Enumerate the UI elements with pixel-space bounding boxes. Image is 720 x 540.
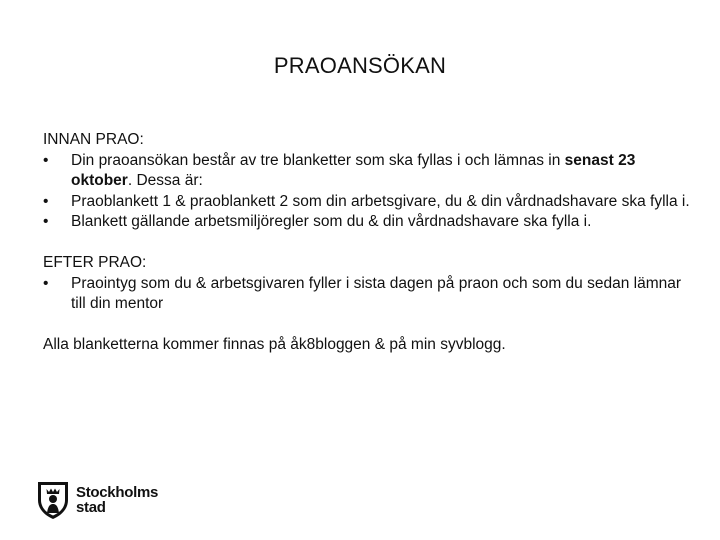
after-item-1-text: Praointyg som du & arbetsgivaren fyller i sista dagen på praon och som du sedan lämnar till din mentor	[71, 274, 682, 312]
after-list	[43, 274, 693, 315]
slide-title: PRAOANSÖKAN	[273, 53, 447, 78]
before-item-1	[43, 151, 693, 192]
logo-line-2: stad	[76, 499, 106, 516]
before-item-3	[43, 212, 693, 233]
bullet-icon: •	[43, 274, 49, 292]
before-item-2	[43, 192, 693, 213]
spacer	[43, 315, 693, 336]
before-item-1-deadline: senast 23 oktober	[71, 151, 636, 189]
after-item-1	[43, 274, 693, 315]
before-item-1-text: Din praoansökan består av tre blanketter som ska fyllas i och lämnas in	[71, 151, 565, 169]
spacer	[43, 233, 693, 254]
stockholm-crest-icon	[37, 480, 69, 520]
logo-line-1: Stockholms	[76, 484, 159, 501]
bullet-icon: •	[43, 192, 49, 210]
bullet-icon: •	[43, 151, 49, 169]
after-heading: EFTER PRAO:	[43, 254, 147, 271]
bullet-icon: •	[43, 213, 49, 230]
before-list	[43, 151, 693, 233]
before-item-3-text: Blankett gällande arbetsmiljöregler som du & din vårdnadshavare ska fylla i.	[71, 213, 592, 230]
stockholms-stad-logo	[37, 478, 158, 522]
before-heading: INNAN PRAO:	[43, 131, 144, 148]
logo-wordmark	[76, 485, 158, 515]
slide-body	[43, 130, 693, 356]
before-item-2-text: Praoblankett 1 & praoblankett 2 som din arbetsgivare, du & din vårdnadshavare ska fylla i.	[71, 192, 690, 210]
before-item-1-text-end: . Dessa är:	[127, 172, 203, 189]
closing-text: Alla blanketterna kommer finnas på åk8bloggen & på min syvblogg.	[43, 336, 506, 353]
